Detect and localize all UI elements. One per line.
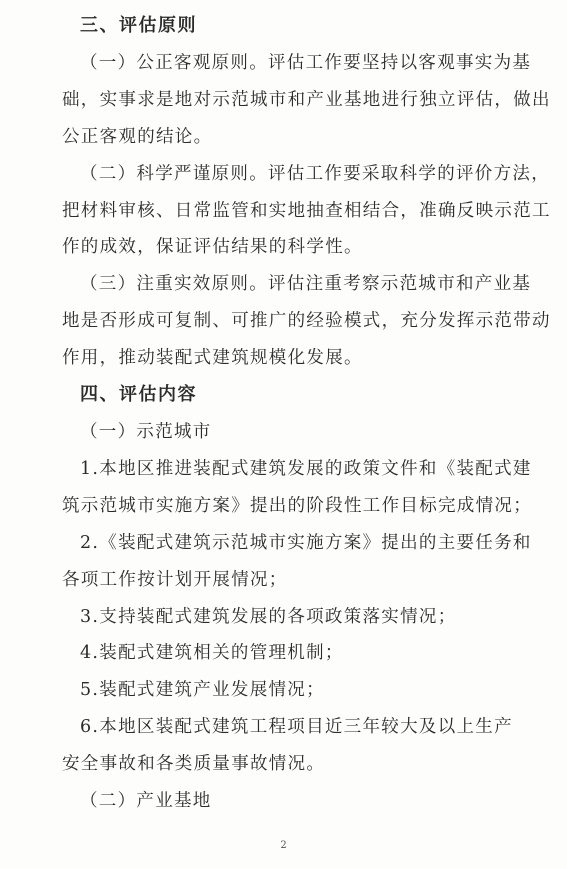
paragraph-scientific [62, 156, 551, 267]
text-line: 础，实事求是地对示范城市和产业基地进行独立评估，做出 [62, 89, 551, 110]
document-body [62, 8, 551, 820]
text-line: （三）注重实效原则。评估注重考察示范城市和产业基 [80, 274, 532, 295]
list-item [62, 451, 530, 525]
list-item [62, 709, 530, 783]
text-line: （一）公正客观原则。评估工作要坚持以客观事实为基 [80, 52, 532, 73]
subheading-industrial-base: （二）产业基地 [80, 791, 212, 812]
subheading-demo-city: （一）示范城市 [80, 421, 212, 442]
text-line: 1.本地区推进装配式建筑发展的政策文件和《装配式建 [80, 458, 532, 479]
text-line: 5.装配式建筑产业发展情况； [80, 680, 325, 701]
paragraph-fairness [62, 45, 551, 156]
text-line: 把材料审核、日常监管和实地抽查相结合，准确反映示范工 [62, 200, 551, 221]
list-item [62, 672, 530, 709]
text-line: 3.支持装配式建筑发展的各项政策落实情况； [80, 606, 457, 627]
section-heading-content: 四、评估内容 [80, 384, 197, 406]
text-line: 地是否形成可复制、可推广的经验模式，充分发挥示范带动 [62, 311, 551, 332]
list-item [62, 635, 530, 672]
text-line: 6.本地区装配式建筑工程项目近三年较大及以上生产 [80, 717, 513, 738]
text-line: 4.装配式建筑相关的管理机制； [80, 643, 344, 664]
text-line: 各项工作按计划开展情况； [62, 569, 288, 590]
text-line: 作用，推动装配式建筑规模化发展。 [62, 348, 363, 369]
text-line: 公正客观的结论。 [62, 126, 213, 147]
page-number: 2 [280, 840, 287, 851]
text-line: 2.《装配式建筑示范城市实施方案》提出的主要任务和 [80, 532, 532, 553]
section-heading-principles: 三、评估原则 [80, 15, 197, 36]
text-line: 筑示范城市实施方案》提出的阶段性工作目标完成情况； [62, 495, 532, 516]
list-item [62, 525, 530, 599]
text-line: （二）科学严谨原则。评估工作要采取科学的评价方法， [80, 163, 550, 184]
text-line: 安全事故和各类质量事故情况。 [62, 754, 326, 775]
text-line: 作的成效，保证评估结果的科学性。 [62, 237, 363, 258]
list-item [62, 599, 530, 636]
paragraph-effectiveness [62, 266, 551, 377]
